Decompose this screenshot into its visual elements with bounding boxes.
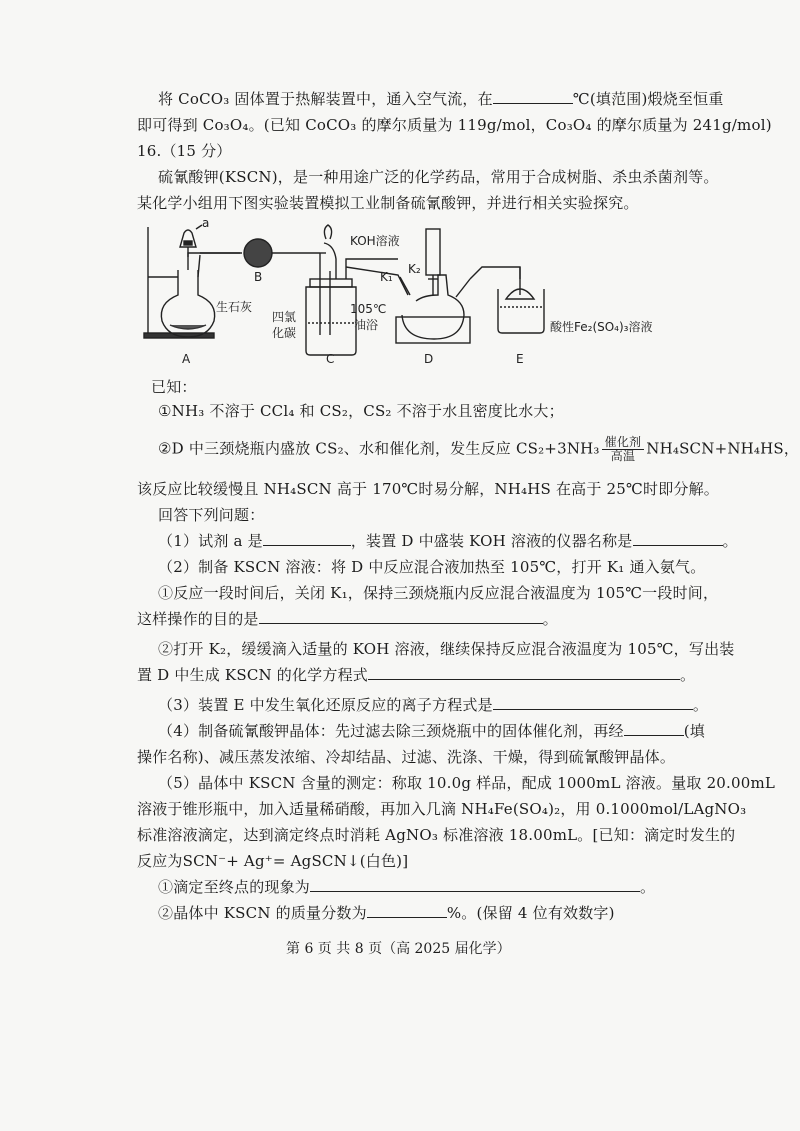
text: 。 <box>640 878 656 896</box>
line-2: 即可得到 Co₃O₄。(已知 CoCO₃ 的摩尔质量为 119g/mol，Co₃O₄ 的摩尔质量为 241g/mol) <box>137 116 772 134</box>
q3 <box>158 694 708 716</box>
text: NH₄SCN+NH₄HS， <box>646 439 800 458</box>
text: ②D 中三颈烧瓶内盛放 CS₂、水和催化剂，发生反应 CS₂+3NH₃ <box>158 439 600 458</box>
text: (填 <box>683 722 706 740</box>
q4 <box>158 720 705 742</box>
blank-endpoint[interactable] <box>310 877 640 892</box>
q2-2: ②打开 K₂，缓缓滴入适量的 KOH 溶液，继续保持反应混合液温度为 105℃，写出装 <box>158 640 735 658</box>
beaker-e <box>498 289 544 333</box>
blank-ionic-equation[interactable] <box>493 695 693 710</box>
label-a: a <box>202 216 210 230</box>
q2-1: ①反应一段时间后，关闭 K₁，保持三颈烧瓶内反应混合液温度为 105℃一段时间， <box>158 584 719 602</box>
blank-instrument-name[interactable] <box>633 531 723 546</box>
text: ，装置 D 中盛装 KOH 溶液的仪器名称是 <box>350 532 633 550</box>
blank-mass-fraction[interactable] <box>367 903 447 918</box>
text: 。 <box>692 696 709 714</box>
apparatus-diagram <box>140 215 680 373</box>
label-E: E <box>516 352 524 366</box>
q1 <box>158 530 738 552</box>
q5-2 <box>158 902 615 924</box>
label-D: D <box>424 352 434 366</box>
label-ccl4-2: 化碳 <box>272 326 297 340</box>
page-footer: 第 6 页 共 8 页（高 2025 届化学） <box>286 941 511 957</box>
text: 。 <box>679 666 696 684</box>
label-oil: 油浴 <box>354 318 379 332</box>
q5-line-1: （5）晶体中 KSCN 含量的测定：称取 10.0g 样品，配成 1000mL 溶液。量取 20.00mL <box>158 774 776 792</box>
text: ①滴定至终点的现象为 <box>158 878 311 896</box>
q2: （2）制备 KSCN 溶液：将 D 中反应混合液加热至 105℃，打开 K₁ 通入氨气。 <box>158 558 706 576</box>
answer-heading: 回答下列问题： <box>158 506 265 524</box>
blank-operation[interactable] <box>624 721 684 736</box>
text: （4）制备硫氰酸钾晶体：先过滤去除三颈烧瓶中的固体催化剂，再经 <box>158 722 624 740</box>
catalyst-label: 催化剂 <box>602 436 645 450</box>
text: 这样操作的目的是 <box>137 610 259 628</box>
text: 置 D 中生成 KSCN 的化学方程式 <box>137 666 368 684</box>
label-ccl4-1: 四氯 <box>272 310 297 324</box>
label-C: C <box>326 352 335 366</box>
q4-cont: 操作名称)、减压蒸发浓缩、冷却结晶、过滤、洗涤、干燥，得到硫氰酸钾晶体。 <box>137 748 676 766</box>
known-3: 该反应比较缓慢且 NH₄SCN 高于 170℃时易分解，NH₄HS 在高于 25℃时即分解。 <box>137 480 719 498</box>
text: 。 <box>542 610 558 628</box>
q5-line-2: 溶液于锥形瓶中，加入适量稀硝酸，再加入几滴 NH₄Fe(SO₄)₂，用 0.1000mol/LAgNO₃ <box>137 800 747 818</box>
known-heading: 已知： <box>151 378 197 396</box>
line-1 <box>158 88 724 110</box>
q2-2-cont <box>137 664 695 686</box>
reaction-arrow <box>602 436 645 463</box>
q5-1 <box>158 876 655 898</box>
text: （3）装置 E 中发生氧化还原反应的离子方程式是 <box>158 696 493 714</box>
text: ℃(填范围)煅烧至恒重 <box>572 90 724 108</box>
blank-equation[interactable] <box>368 665 680 680</box>
label-k2: K₂ <box>408 262 421 276</box>
drying-tube-b <box>244 239 272 267</box>
bottle-c <box>306 287 356 355</box>
dropping-funnel-koh <box>426 229 440 275</box>
intro-line-2: 某化学小组用下图实验装置模拟工业制备硫氰酸钾，并进行相关实验探究。 <box>137 194 639 212</box>
funnel-c <box>324 225 331 239</box>
label-A: A <box>182 352 191 366</box>
label-quicklime: 生石灰 <box>216 300 253 314</box>
label-oil-temp: 105℃ <box>350 302 387 316</box>
intro-line-1: 硫氰酸钾(KSCN)，是一种用途广泛的化学药品，常用于合成树脂、杀虫杀菌剂等。 <box>158 168 719 186</box>
blank-reagent-a[interactable] <box>263 531 351 546</box>
text: %。(保留 4 位有效数字) <box>446 904 615 922</box>
known-1: ①NH₃ 不溶于 CCl₄ 和 CS₂，CS₂ 不溶于水且密度比水大； <box>158 402 564 420</box>
text: 将 CoCO₃ 固体置于热解装置中，通入空气流，在 <box>158 90 493 108</box>
label-fe2so43: 酸性Fe₂(SO₄)₃溶液 <box>550 320 653 334</box>
condition-label: 高温 <box>610 449 636 463</box>
text: ②晶体中 KSCN 的质量分数为 <box>158 904 367 922</box>
blank-purpose[interactable] <box>259 609 543 624</box>
text: 。 <box>722 532 738 550</box>
label-k1: K₁ <box>380 270 393 284</box>
blank-temperature[interactable] <box>493 89 573 104</box>
question-16-heading: 16.（15 分） <box>137 142 232 160</box>
known-2 <box>158 436 799 463</box>
quicklime <box>170 325 206 329</box>
text: （1）试剂 a 是 <box>158 532 263 550</box>
label-b: B <box>254 270 263 284</box>
label-koh: KOH溶液 <box>350 234 400 248</box>
q5-line-4: 反应为SCN⁻+ Ag⁺= AgSCN↓(白色)] <box>137 852 409 870</box>
q2-1-cont <box>137 608 558 630</box>
q5-line-3: 标准溶液滴定，达到滴定终点时消耗 AgNO₃ 标准溶液 18.00mL。[已知：滴定时发生的 <box>137 826 736 844</box>
